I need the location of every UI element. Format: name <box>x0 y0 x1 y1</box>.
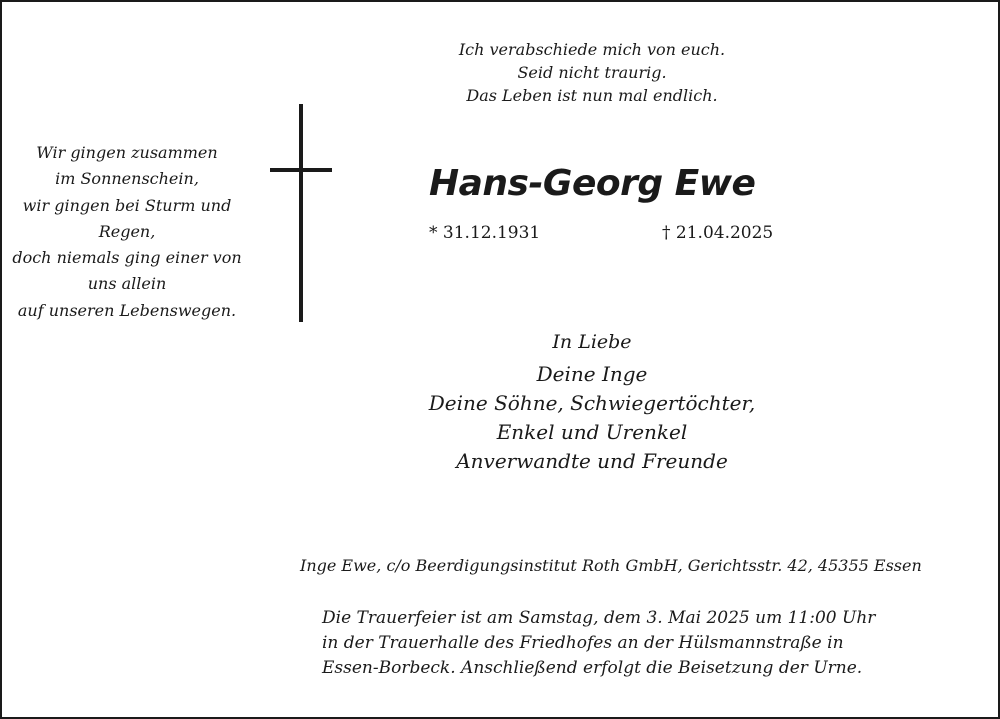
poem-line: Wir gingen zusammen <box>36 143 218 162</box>
motto-line: Ich verabschiede mich von euch. <box>458 40 726 59</box>
mourner-line: Anverwandte und Freunde <box>456 449 728 473</box>
poem-line: wir gingen bei Sturm und <box>22 195 232 215</box>
mourner-line: Deine Inge <box>536 362 648 386</box>
motto-verse <box>382 38 802 107</box>
cross-vertical-bar <box>299 104 303 322</box>
ceremony-line: Die Trauerfeier ist am Samstag, dem 3. Mai 2025 um 11:00 Uhr <box>322 608 876 628</box>
death-date: † 21.04.2025 <box>662 223 774 243</box>
deceased-name: Hans-Georg Ewe <box>429 163 756 204</box>
ceremony-line: Essen-Borbeck. Anschließend erfolgt die Beisetzung der Urne. <box>322 658 863 678</box>
poem-line: doch niemals ging einer von <box>12 248 242 268</box>
mourner-line: Enkel und Urenkel <box>496 420 688 444</box>
birth-date: * 31.12.1931 <box>429 223 541 243</box>
ceremony-line: in der Trauerhalle des Friedhofes an der Hülsmannstraße in <box>322 633 844 653</box>
cross-horizontal-bar <box>270 168 332 172</box>
motto-line: Das Leben ist nun mal endlich. <box>466 86 718 105</box>
in-love-heading: In Liebe <box>552 331 632 353</box>
poem-line: Regen, <box>98 221 156 241</box>
ceremony-notice <box>322 606 875 681</box>
mourner-line: Deine Söhne, Schwiegertöchter, <box>428 391 756 415</box>
poem-line: auf unseren Lebenswegen. <box>17 300 237 320</box>
motto-line: Seid nicht traurig. <box>517 63 667 82</box>
contact-address: Inge Ewe, c/o Beerdigungsinstitut Roth GmbH, Gerichtsstr. 42, 45355 Essen <box>300 556 922 575</box>
poem-line: im Sonnenschein, <box>55 169 199 189</box>
poem-verse <box>2 140 252 324</box>
poem-line: uns allein <box>87 274 167 294</box>
mourners-list <box>382 360 802 476</box>
